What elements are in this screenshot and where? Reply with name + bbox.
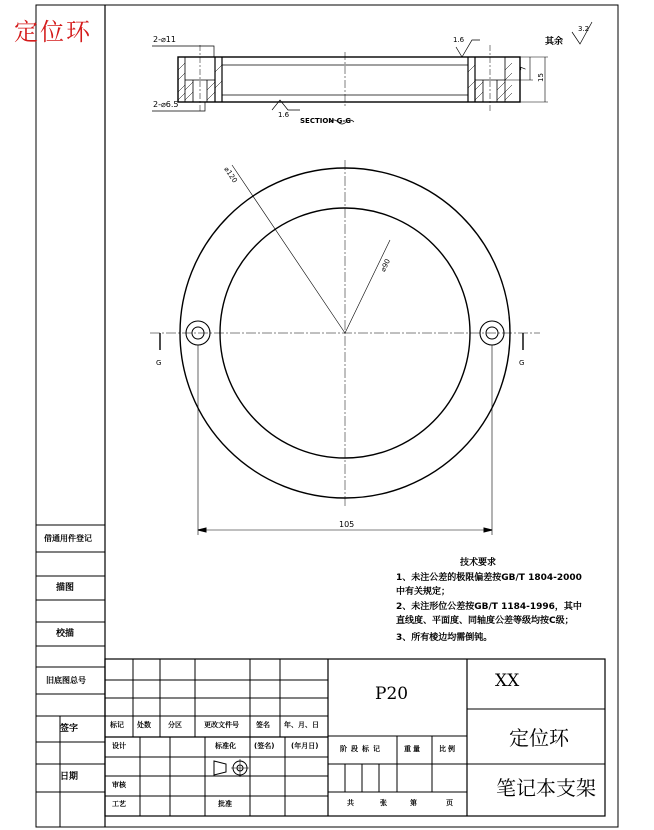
roughness-other-label: 其余	[545, 37, 564, 47]
dim-counterbore-depth: 7	[519, 66, 528, 71]
hole-callout-top: 2-⌀11	[153, 35, 176, 44]
design-label: 设计	[112, 742, 126, 750]
left-label-old-number: 旧底图总号	[46, 676, 86, 685]
page-label: 第	[410, 799, 417, 807]
tech-note-3: 3、所有棱边均需倒钝。	[396, 633, 493, 643]
approve-label: 批准	[218, 800, 232, 808]
weight-label: 重量	[404, 745, 422, 753]
dim-height: 15	[536, 73, 545, 82]
drawing-title: 定位环	[14, 18, 92, 46]
drawing-name: 笔记本支架	[496, 776, 596, 800]
tech-notes-title: 技术要求	[460, 558, 497, 568]
roughness-bottom: 1.6	[278, 111, 290, 119]
hole-callout-bottom: 2-⌀6.5	[153, 100, 179, 109]
left-label-signature: 签字	[60, 724, 79, 734]
total-label: 共	[347, 799, 354, 807]
row-label-mark: 标记	[110, 721, 124, 729]
left-label-trace: 描图	[56, 583, 75, 593]
standardize-label: 标准化	[215, 742, 236, 750]
sign-label: (签名)	[254, 742, 275, 750]
section-mark-right: G	[519, 359, 525, 367]
date-label: (年月日)	[291, 742, 319, 750]
scale-label: 比例	[439, 745, 457, 753]
part-name: 定位环	[509, 726, 569, 750]
review-label: 审核	[112, 781, 126, 789]
outer-diameter: ⌀120	[222, 165, 239, 185]
process-label: 工艺	[112, 800, 126, 808]
row-label-date: 年、月、日	[284, 721, 319, 729]
section-mark-left: G	[156, 359, 162, 367]
sheet-label: 张	[380, 799, 387, 807]
part-code: P20	[375, 684, 409, 704]
section-label: SECTION G-G	[300, 117, 351, 125]
tech-note-1: 1、未注公差的极限偏差按GB/T 1804-2000中有关规定；	[396, 573, 582, 597]
row-label-count: 处数	[137, 721, 151, 729]
roughness-default-value: 3.2	[578, 25, 590, 33]
left-label-check: 校描	[56, 629, 75, 639]
page-suffix: 页	[446, 799, 453, 807]
tech-note-2: 2、未注形位公差按GB/T 1184-1996，其中直线度、平面度、同轴度公差等级均按C级；	[396, 602, 582, 626]
row-label-change-doc: 更改文件号	[204, 721, 239, 729]
inner-diameter: ⌀90	[379, 257, 393, 274]
left-label-date: 日期	[60, 772, 79, 782]
row-label-zone: 分区	[168, 721, 182, 729]
width-dimension: 105	[339, 520, 355, 529]
row-label-sign: 签名	[256, 721, 270, 729]
company-name: XX	[495, 671, 520, 691]
left-label-registry: 借通用件登记	[44, 534, 92, 543]
roughness-top: 1.6	[453, 36, 465, 44]
stage-label: 阶段标记	[340, 745, 384, 753]
